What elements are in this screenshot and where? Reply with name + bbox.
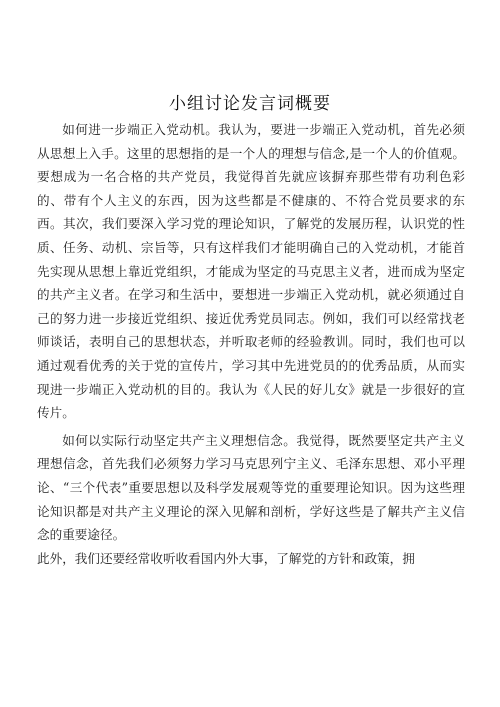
page-title: 小组讨论发言词概要 <box>169 94 331 114</box>
paragraph-communist-ideal: 如何以实际行动坚定共产主义理想信念。我觉得，既然要坚定共产主义理想信念，首先我们必须努力学习马克思列宁主义、毛泽东思想、邓小平理论、“三个代表”重要思想以及科学发展观等党的重要理论知识。因为这些理论知识都是对共产主义理论的深入见解和剖析，学好这些是了解共产主义信念的重要途径。 <box>37 432 465 543</box>
paragraph-entry-motive: 如何进一步端正入党动机。我认为，要进一步端正入党动机，首先必须从思想上入手。这里的思想指的是一个人的理想与信念,是一个人的价值观。要想成为一名合格的共产党员，我觉得首先就应该摒弃那些带有功利色彩的、带有个人主义的东西，因为这些都是不健康的、不符合党员要求的东西。其次，我们要深入学习党的理论知识，了解党的发展历程，认识党的性质、任务、动机、宗旨等，只有这样我们才能明确自己的入党动机，才能首先实现从思想上靠近党组织，才能成为坚定的马克思主义者，进而成为坚定的共产主义者。在学习和生活中，要想进一步端正入党动机，就必须通过自己的努力进一步接近党组织、接近优秀党员同志。例如，我们可以经常找老师谈话，表明自己的思想状态，并听取老师的经验教训。同时，我们也可以通过观看优秀的关于党的宣传片，学习其中先进党员的的优秀品质，从而实现进一步端正入党动机的目的。我认为《人民的好儿女》就是一步很好的宣传片。 <box>37 122 465 421</box>
document-body <box>37 118 465 570</box>
paragraph-current-affairs: 此外，我们还要经常收听收看国内外大事，了解党的方针和政策，拥 <box>37 550 415 566</box>
